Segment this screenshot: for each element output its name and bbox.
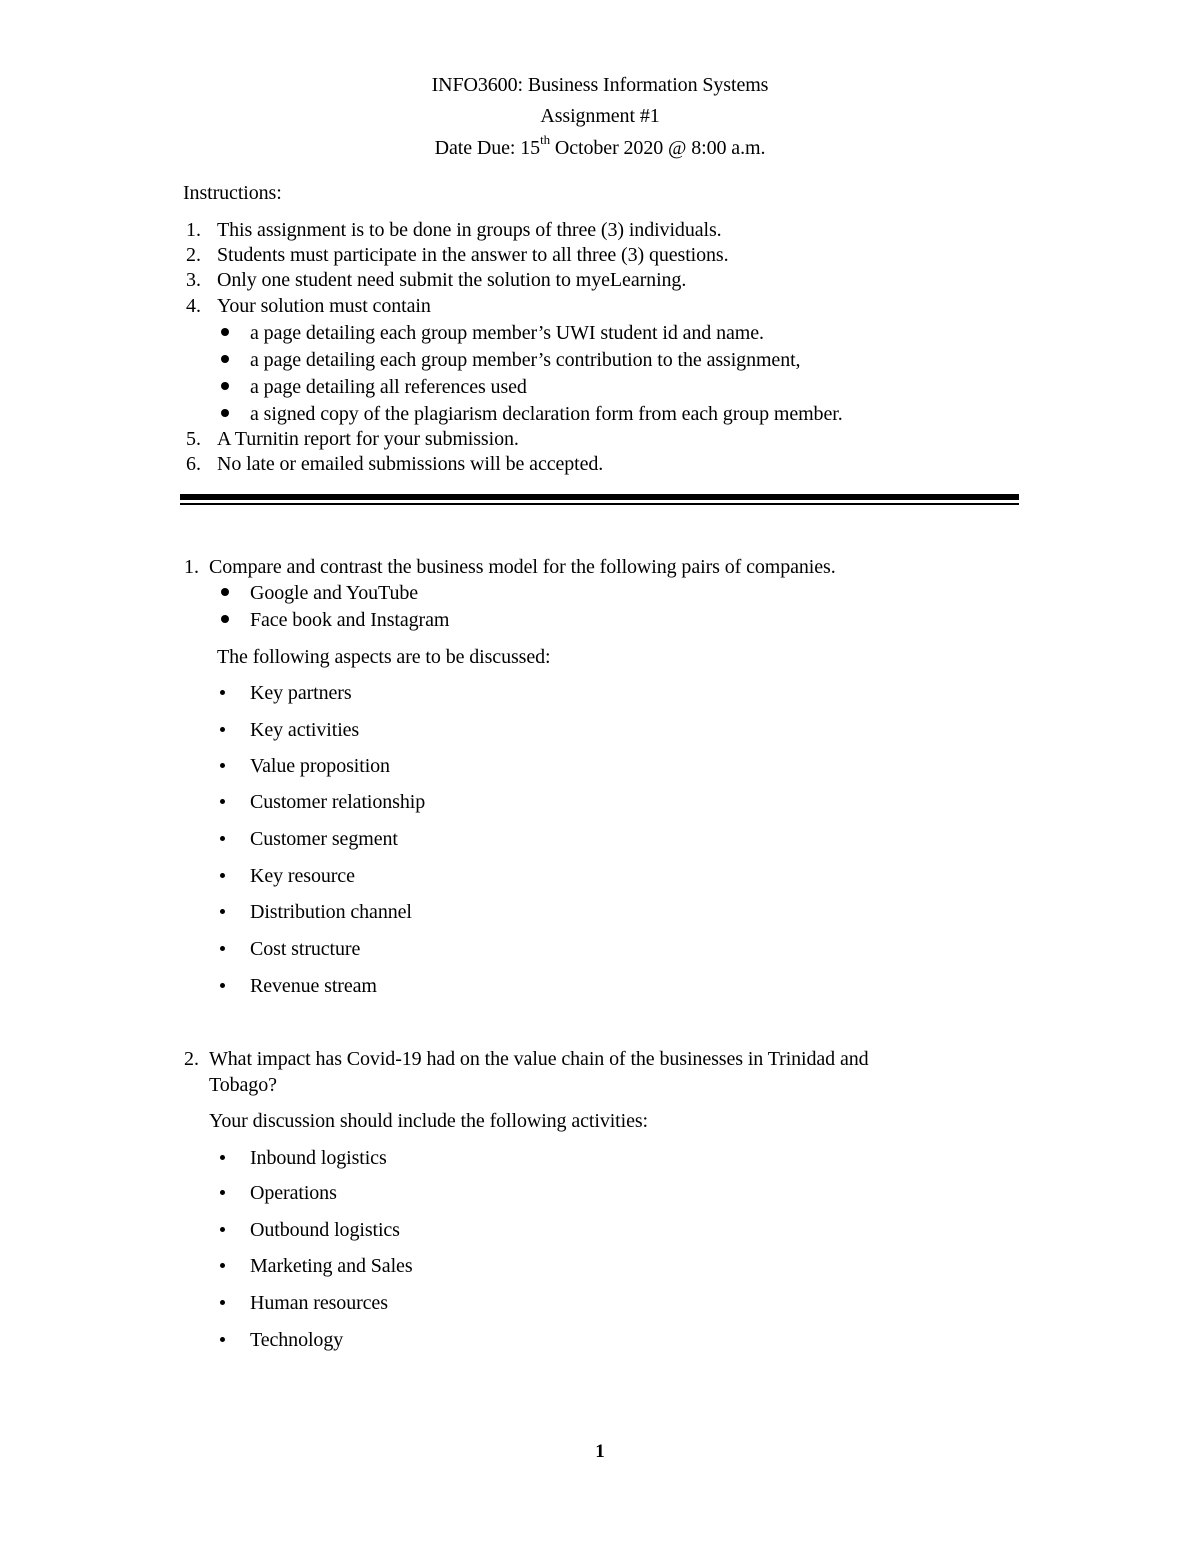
activity-text: Technology xyxy=(250,1329,344,1351)
assignment-title: Assignment #1 xyxy=(540,105,660,127)
bullet-icon xyxy=(220,946,225,951)
activities-intro: Your discussion should include the following activities: xyxy=(209,1110,649,1132)
question-text-line1: What impact has Covid-19 had on the value chain of the businesses in Trinidad and xyxy=(209,1048,869,1070)
instruction-number: 3. xyxy=(186,269,201,291)
due-date-superscript: th xyxy=(540,132,551,148)
instruction-subitem-text: a page detailing all references used xyxy=(250,376,527,398)
aspect-text: Distribution channel xyxy=(250,901,412,923)
page-number: 1 xyxy=(595,1441,605,1462)
bullet-dot-icon xyxy=(221,409,229,417)
aspect-text: Value proposition xyxy=(250,755,390,777)
bullet-dot-icon xyxy=(221,355,229,363)
activity-text: Human resources xyxy=(250,1292,388,1314)
aspect-text: Customer relationship xyxy=(250,791,426,813)
instruction-text: Only one student need submit the solution to myeLearning. xyxy=(217,269,687,291)
activity-text: Marketing and Sales xyxy=(250,1255,413,1277)
company-pair-text: Google and YouTube xyxy=(250,582,419,604)
activity-text: Outbound logistics xyxy=(250,1219,400,1241)
bullet-icon xyxy=(220,1300,225,1305)
instruction-text: This assignment is to be done in groups of three (3) individuals. xyxy=(217,219,722,241)
bullet-dot-icon xyxy=(221,615,229,623)
bullet-icon xyxy=(220,690,225,695)
instructions-heading: Instructions: xyxy=(183,182,282,204)
instruction-text: No late or emailed submissions will be accepted. xyxy=(217,453,604,475)
aspect-text: Key activities xyxy=(250,719,360,741)
bullet-icon xyxy=(220,873,225,878)
aspect-text: Customer segment xyxy=(250,828,398,850)
instruction-subitem-text: a page detailing each group member’s UWI student id and name. xyxy=(250,322,764,344)
bullet-icon xyxy=(220,836,225,841)
bullet-icon xyxy=(220,727,225,732)
bullet-icon xyxy=(220,1263,225,1268)
question-number: 2. xyxy=(184,1048,199,1070)
bullet-icon xyxy=(220,909,225,914)
question-number: 1. xyxy=(184,556,199,578)
question-text-line2: Tobago? xyxy=(209,1074,277,1096)
instruction-text: Your solution must contain xyxy=(217,295,431,317)
course-title: INFO3600: Business Information Systems xyxy=(431,74,769,96)
bullet-icon xyxy=(220,1337,225,1342)
instruction-text: A Turnitin report for your submission. xyxy=(217,428,519,450)
bullet-icon xyxy=(220,763,225,768)
aspect-text: Cost structure xyxy=(250,938,361,960)
company-pair-text: Face book and Instagram xyxy=(250,609,450,631)
due-date xyxy=(0,132,1200,159)
activity-text: Inbound logistics xyxy=(250,1147,387,1169)
due-date-suffix: October 2020 @ 8:00 a.m. xyxy=(550,137,766,159)
bullet-icon xyxy=(220,1155,225,1160)
instruction-number: 6. xyxy=(186,453,201,475)
bullet-dot-icon xyxy=(221,382,229,390)
instruction-number: 5. xyxy=(186,428,201,450)
bullet-icon xyxy=(220,1190,225,1195)
instruction-text: Students must participate in the answer to all three (3) questions. xyxy=(217,244,729,266)
section-divider-thick xyxy=(180,494,1019,500)
bullet-icon xyxy=(220,799,225,804)
bullet-icon xyxy=(220,1227,225,1232)
instruction-number: 2. xyxy=(186,244,201,266)
bullet-dot-icon xyxy=(221,328,229,336)
aspect-text: Key partners xyxy=(250,682,352,704)
bullet-dot-icon xyxy=(221,588,229,596)
aspects-intro: The following aspects are to be discussed: xyxy=(217,646,551,668)
activity-text: Operations xyxy=(250,1182,337,1204)
instruction-subitem-text: a page detailing each group member’s contribution to the assignment, xyxy=(250,349,801,371)
aspect-text: Key resource xyxy=(250,865,355,887)
bullet-icon xyxy=(220,983,225,988)
instruction-number: 4. xyxy=(186,295,201,317)
aspect-text: Revenue stream xyxy=(250,975,377,997)
question-text: Compare and contrast the business model for the following pairs of companies. xyxy=(209,556,836,578)
due-date-prefix: Date Due: 15 xyxy=(434,137,541,159)
section-divider-thin xyxy=(180,503,1019,505)
instruction-number: 1. xyxy=(186,219,201,241)
instruction-subitem-text: a signed copy of the plagiarism declaration form from each group member. xyxy=(250,403,843,425)
